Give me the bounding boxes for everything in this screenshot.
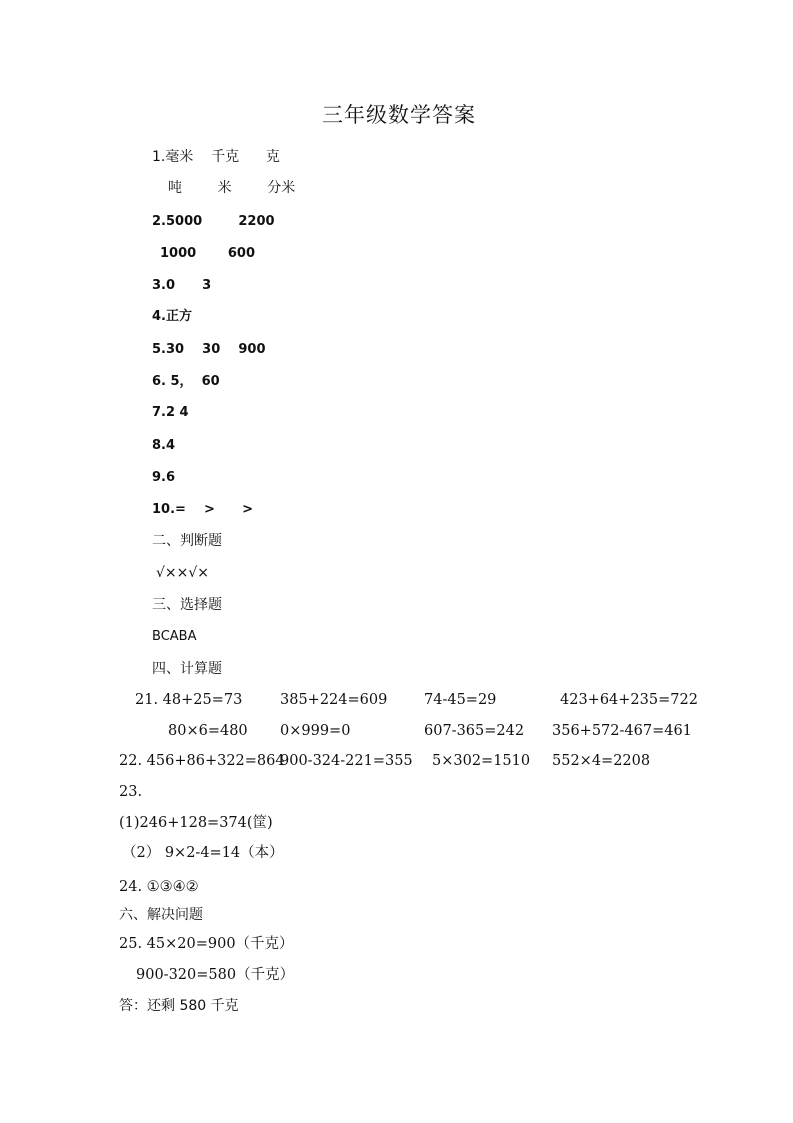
answer-q21-row2-col1: 80×6=480 bbox=[168, 723, 248, 739]
answer-q22-col1: 22. 456+86+322=864 bbox=[119, 753, 285, 769]
section-heading-problem-solving: 六、解决问题 bbox=[119, 907, 203, 923]
answer-q8: 8.4 bbox=[152, 438, 176, 453]
answer-q22-col4: 552×4=2208 bbox=[552, 753, 651, 769]
answer-q25-final: 答：还剩 580 千克 bbox=[119, 998, 239, 1014]
answer-q21-row2-col4: 356+572-467=461 bbox=[552, 723, 692, 739]
answer-q21-row1-col1: 21. 48+25=73 bbox=[135, 692, 243, 708]
answer-q22-col3: 5×302=1510 bbox=[432, 753, 531, 769]
answer-q6: 6. 5， 60 bbox=[152, 374, 220, 389]
answer-q7: 7.2 4 bbox=[152, 405, 189, 420]
answer-q2-line2: 1000 600 bbox=[160, 246, 255, 261]
answer-q24: 24. ①③④② bbox=[119, 879, 199, 895]
answer-q10: 10.= > > bbox=[152, 502, 253, 517]
answer-q21-row1-col4: 423+64+235=722 bbox=[560, 692, 698, 708]
answer-judgement: √××√× bbox=[156, 565, 210, 581]
answer-q21-row1-col3: 74-45=29 bbox=[424, 692, 497, 708]
page-title: 三年级数学答案 bbox=[322, 103, 476, 127]
answer-q1-line2: 吨 米 分米 bbox=[168, 180, 296, 196]
section-heading-calculation: 四、计算题 bbox=[152, 661, 222, 677]
answer-q25-line2: 900-320=580（千克） bbox=[136, 967, 295, 983]
answer-q23-part1: (1)246+128=374(筐) bbox=[119, 815, 273, 831]
section-heading-judgement: 二、判断题 bbox=[152, 533, 222, 549]
answer-q9: 9.6 bbox=[152, 470, 176, 485]
answer-q4: 4.正方 bbox=[152, 309, 192, 324]
answer-q21-row2-col3: 607-365=242 bbox=[424, 723, 525, 739]
answer-q22-col2: 900-324-221=355 bbox=[280, 753, 413, 769]
answer-q25-line1: 25. 45×20=900（千克） bbox=[119, 936, 294, 952]
answer-q2-line1: 2.5000 2200 bbox=[152, 214, 275, 229]
answer-q21-row1-col2: 385+224=609 bbox=[280, 692, 388, 708]
answer-q23-label: 23. bbox=[119, 784, 143, 800]
answer-q21-row2-col2: 0×999=0 bbox=[280, 723, 351, 739]
answer-choice: BCABA bbox=[152, 629, 197, 644]
answer-q3: 3.0 3 bbox=[152, 278, 212, 293]
answer-q1-line1: 1.毫米 千克 克 bbox=[152, 149, 280, 165]
answer-q5: 5.30 30 900 bbox=[152, 342, 266, 357]
answer-q23-part2: （2） 9×2-4=14（本） bbox=[122, 845, 284, 861]
section-heading-choice: 三、选择题 bbox=[152, 597, 222, 613]
